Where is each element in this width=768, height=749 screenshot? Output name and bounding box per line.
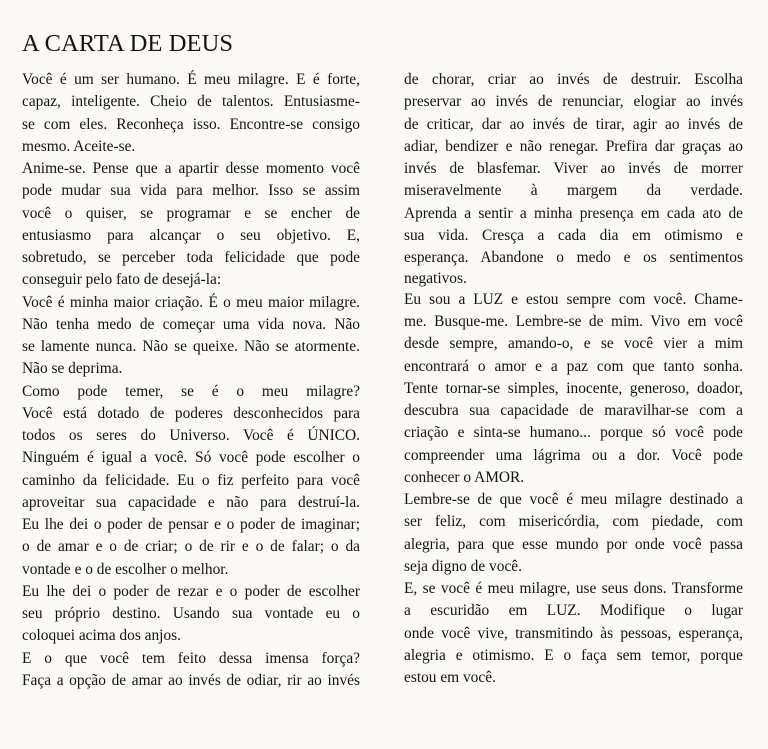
- text-line: criação e sinta-se humano... porque só você pode: [404, 424, 743, 442]
- text-line: Eu lhe dei o poder de rezar e o poder de escolher: [22, 582, 360, 600]
- text-line: desde sempre, amando-o, e se você vier a mim: [404, 335, 743, 353]
- text-line: negativos.: [404, 270, 467, 288]
- text-line: Você está dotado de poderes desconhecidos para: [22, 404, 360, 422]
- text-line: Eu sou a LUZ e estou sempre com você. Chame-: [404, 290, 743, 308]
- text-line: Aprenda a sentir a minha presença em cada ato de: [404, 204, 743, 222]
- text-line: estou em você.: [404, 669, 496, 686]
- text-line: E, se você é meu milagre, use seus dons. Transforme: [404, 580, 743, 597]
- page-title: A CARTA DE DEUS: [22, 30, 234, 57]
- text-line: E o que você tem feito dessa imensa força?: [22, 649, 360, 667]
- text-line: alegria, para que esse mundo por onde você passa: [404, 535, 743, 553]
- text-line: Você é um ser humano. É meu milagre. E é forte,: [22, 71, 360, 88]
- text-line: sua vida. Cresça a cada dia em otimismo e: [404, 226, 743, 244]
- text-line: entusiasmo para alcançar o seu objetivo. E,: [22, 226, 360, 244]
- text-line: sobretudo, se perceber toda felicidade que pode: [22, 249, 360, 266]
- text-line: Como pode temer, se é o meu milagre?: [22, 382, 360, 400]
- text-line: Faça a opção de amar ao invés de odiar, rir ao invés: [22, 671, 360, 689]
- text-line: conhecer o AMOR.: [404, 468, 525, 486]
- text-line: você o quiser, se programar e se encher de: [22, 204, 360, 222]
- text-line: alegria e otimismo. E o faça sem temor, porque: [404, 646, 743, 664]
- text-line: Não se deprima.: [22, 360, 123, 378]
- text-line: todos os seres do Universo. Você é ÚNICO.: [22, 427, 360, 444]
- left-text-column: [22, 69, 360, 692]
- text-line: Não tenha medo de começar uma vida nova. Não: [22, 315, 360, 333]
- text-line: encontrará o amor e a paz com que tanto sonha.: [404, 357, 743, 375]
- text-line: conseguir pelo fato de desejá-la:: [22, 271, 222, 289]
- text-line: coloquei acima dos anjos.: [22, 627, 181, 645]
- text-line: se com eles. Reconheça isso. Encontre-se consigo: [22, 115, 360, 133]
- text-line: invés de blasfemar. Viver ao invés de morrer: [404, 160, 743, 177]
- right-text-column: [404, 69, 743, 689]
- text-line: de criticar, dar ao invés de tirar, agir ao invés de: [404, 115, 743, 133]
- text-line: seu próprio destino. Usando sua vontade eu o: [22, 605, 360, 622]
- text-line: descubra sua capacidade de maravilhar-se com a: [404, 402, 743, 419]
- text-line: de chorar, criar ao invés de destruir. Escolha: [404, 71, 743, 88]
- text-line: preservar ao invés de renunciar, elogiar ao invés: [404, 93, 743, 111]
- text-line: capaz, inteligente. Cheio de talentos. Entusiasme-: [22, 93, 360, 111]
- text-line: pode mudar sua vida para melhor. Isso se assim: [22, 182, 360, 200]
- text-line: adiar, bendizer e não renegar. Prefira dar graças ao: [404, 137, 743, 155]
- text-line: Lembre-se de que você é meu milagre destinado a: [404, 491, 743, 508]
- text-line: vontade e o de escolher o melhor.: [22, 560, 229, 578]
- text-line: aproveitar sua capacidade e não para destruí-la.: [22, 493, 360, 511]
- text-line: se lamente nunca. Não se queixe. Não se atormente.: [22, 338, 360, 355]
- text-line: esperança. Abandone o medo e os sentimentos: [404, 249, 743, 266]
- text-line: miseravelmente à margem da verdade.: [404, 182, 743, 200]
- text-line: a escuridão em LUZ. Modifique o lugar: [404, 602, 743, 620]
- text-line: Anime-se. Pense que a apartir desse momento você: [22, 160, 360, 177]
- text-line: ser feliz, com misericórdia, com piedade, com: [404, 513, 743, 531]
- text-line: caminho da felicidade. Eu o fiz perfeito para você: [22, 471, 360, 489]
- text-line: Tente tornar-se simples, inocente, generoso, doador,: [404, 379, 743, 397]
- text-line: Ninguém é igual a você. Só você pode escolher o: [22, 449, 360, 467]
- text-line: Eu lhe dei o poder de pensar e o poder de imaginar;: [22, 516, 360, 533]
- text-line: mesmo. Aceite-se.: [22, 137, 136, 155]
- text-line: me. Busque-me. Lembre-se de mim. Vivo em você: [404, 313, 743, 330]
- text-line: Você é minha maior criação. É o meu maior milagre.: [22, 293, 360, 311]
- text-line: o de amar e o de criar; o de rir e o de falar; o da: [22, 538, 360, 556]
- text-line: onde você vive, transmitindo às pessoas, esperança,: [404, 624, 743, 642]
- text-line: compreender uma lágrima ou a dor. Você pode: [404, 446, 743, 464]
- text-line: seja digno de você.: [404, 557, 522, 575]
